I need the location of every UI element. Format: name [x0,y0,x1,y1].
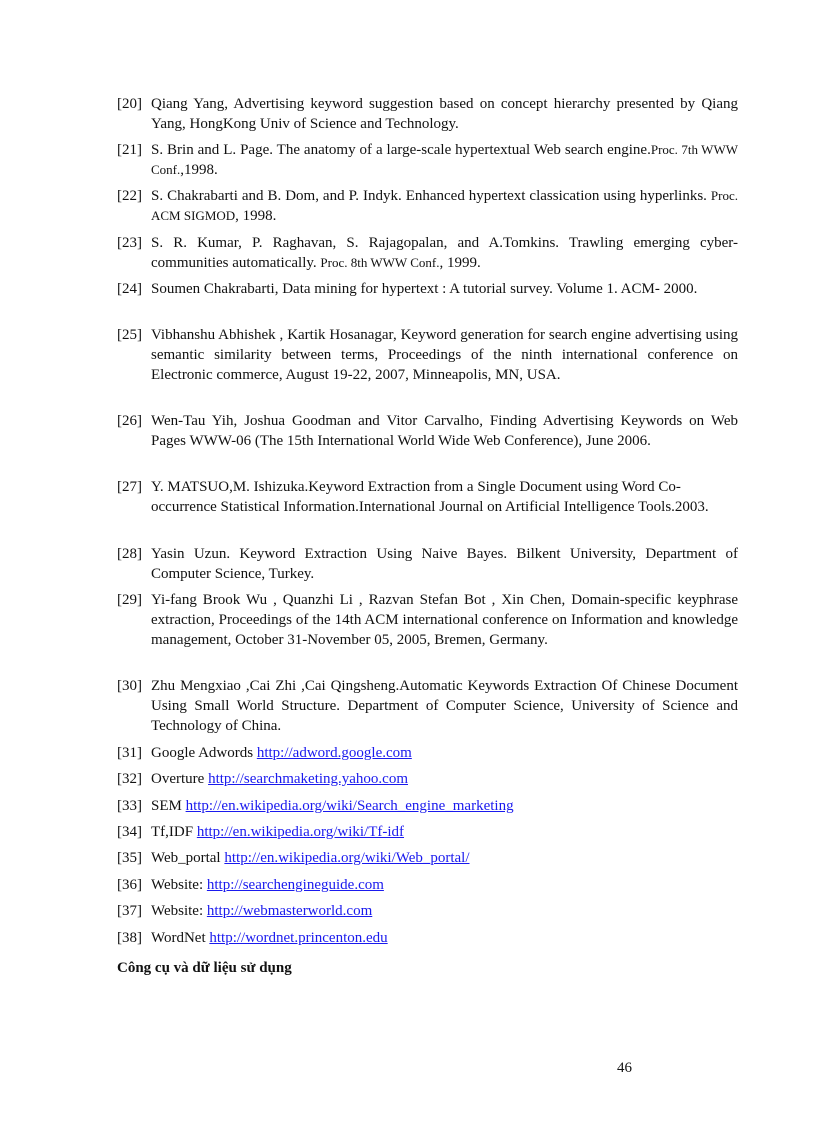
reference-link[interactable]: http://searchmaketing.yahoo.com [208,771,409,787]
reference-number: [27] [117,479,142,495]
reference-link[interactable]: http://searchengineguide.com [206,877,384,893]
reference-26 [117,411,738,451]
reference-text: Overture http://searchmaketing.yahoo.com [151,771,409,787]
reference-text: S. Chakrabarti and B. Dom, and P. Indyk. Enhanced hypertext classication using hyperlinks. Proc. ACM SIGMOD, 1998. [151,188,739,224]
reference-text: Tf,IDF http://en.wikipedia.org/wiki/Tf-idf [151,824,405,840]
reference-text: Soumen Chakrabarti, Data mining for hypertext : A tutorial survey. Volume 1. ACM- 2000. [151,281,698,297]
reference-number: [30] [117,678,142,694]
reference-number: [32] [117,771,142,787]
reference-20 [117,94,738,134]
reference-34 [117,822,738,842]
reference-text: Zhu Mengxiao ,Cai Zhi ,Cai Qingsheng.Automatic Keywords Extraction Of Chinese Document Using Small World Structure. Department of Computer Science, University of Science and Technology of China. [151,678,738,734]
reference-number: [36] [117,877,142,893]
reference-text: SEM http://en.wikipedia.org/wiki/Search_engine_marketing [151,798,514,814]
reference-25 [117,325,738,385]
reference-number: [23] [117,235,142,251]
reference-number: [34] [117,824,142,840]
reference-22 [117,186,738,226]
reference-text: Google Adwords http://adword.google.com [151,745,412,761]
reference-number: [20] [117,96,142,112]
reference-29 [117,590,738,650]
reference-24 [117,279,738,299]
reference-number: [28] [117,546,142,562]
reference-number: [22] [117,188,142,204]
reference-text: WordNet http://wordnet.princenton.edu [151,930,388,946]
reference-number: [38] [117,930,142,946]
reference-link[interactable]: http://wordnet.princenton.edu [209,930,388,946]
reference-36 [117,875,738,895]
reference-text: Vibhanshu Abhishek , Kartik Hosanagar, Keyword generation for search engine advertising using semantic similarity between terms, Proceedings of the ninth international conference on Electronic commerce, August 19-22, 2007, Minneapolis, MN, USA. [151,327,738,383]
reference-number: [35] [117,850,142,866]
reference-text: Y. MATSUO,M. Ishizuka.Keyword Extraction from a Single Document using Word Co-occurrence Statistical Information.International Journal on Artificial Intelligence Tools.2003. [151,479,709,515]
section-heading: Công cụ và dữ liệu sử dụng [117,960,292,976]
reference-link[interactable]: http://en.wikipedia.org/wiki/Web_portal/ [224,850,470,866]
reference-37 [117,901,738,921]
reference-number: [26] [117,413,142,429]
reference-35 [117,848,738,868]
reference-21 [117,140,738,180]
reference-link[interactable]: http://en.wikipedia.org/wiki/Search_engine_marketing [185,798,514,814]
reference-number: [29] [117,592,142,608]
reference-number: [21] [117,142,142,158]
reference-number: [24] [117,281,142,297]
reference-23 [117,233,738,273]
reference-number: [33] [117,798,142,814]
reference-text: S. Brin and L. Page. The anatomy of a large-scale hypertextual Web search engine.Proc. 7th WWW Conf.,1998. [151,142,738,178]
reference-28 [117,544,738,584]
reference-text: S. R. Kumar, P. Raghavan, S. Rajagopalan, and A.Tomkins. Trawling emerging cyber-communities automatically. Proc. 8th WWW Conf., 1999. [151,235,738,271]
reference-text: Qiang Yang, Advertising keyword suggestion based on concept hierarchy presented by Qiang Yang, HongKong Univ of Science and Technology. [151,96,738,132]
reference-text: Website: http://searchengineguide.com [151,877,384,893]
reference-38 [117,928,738,948]
reference-33 [117,796,738,816]
reference-text: Yi-fang Brook Wu , Quanzhi Li , Razvan Stefan Bot , Xin Chen, Domain-specific keyphrase extraction, Proceedings of the 14th ACM international conference on Information and knowledge management, October 31-November 05, 2005, Bremen, Germany. [151,592,738,648]
reference-number: [31] [117,745,142,761]
reference-30 [117,676,738,736]
reference-text: Yasin Uzun. Keyword Extraction Using Naive Bayes. Bilkent University, Department of Computer Science, Turkey. [151,546,738,582]
page-number: 46 [617,1060,632,1076]
reference-31 [117,743,738,763]
reference-text: Web_portal http://en.wikipedia.org/wiki/Web_portal/ [151,850,470,866]
reference-number: [25] [117,327,142,343]
reference-link[interactable]: http://webmasterworld.com [206,903,373,919]
reference-32 [117,769,738,789]
reference-link[interactable]: http://adword.google.com [256,745,412,761]
reference-number: [37] [117,903,142,919]
reference-text: Wen-Tau Yih, Joshua Goodman and Vitor Carvalho, Finding Advertising Keywords on Web Pages WWW-06 (The 15th International World Wide Web Conference), June 2006. [151,413,738,449]
reference-text: Website: http://webmasterworld.com [151,903,373,919]
reference-link[interactable]: http://en.wikipedia.org/wiki/Tf-idf [196,824,405,840]
reference-27 [117,477,738,517]
